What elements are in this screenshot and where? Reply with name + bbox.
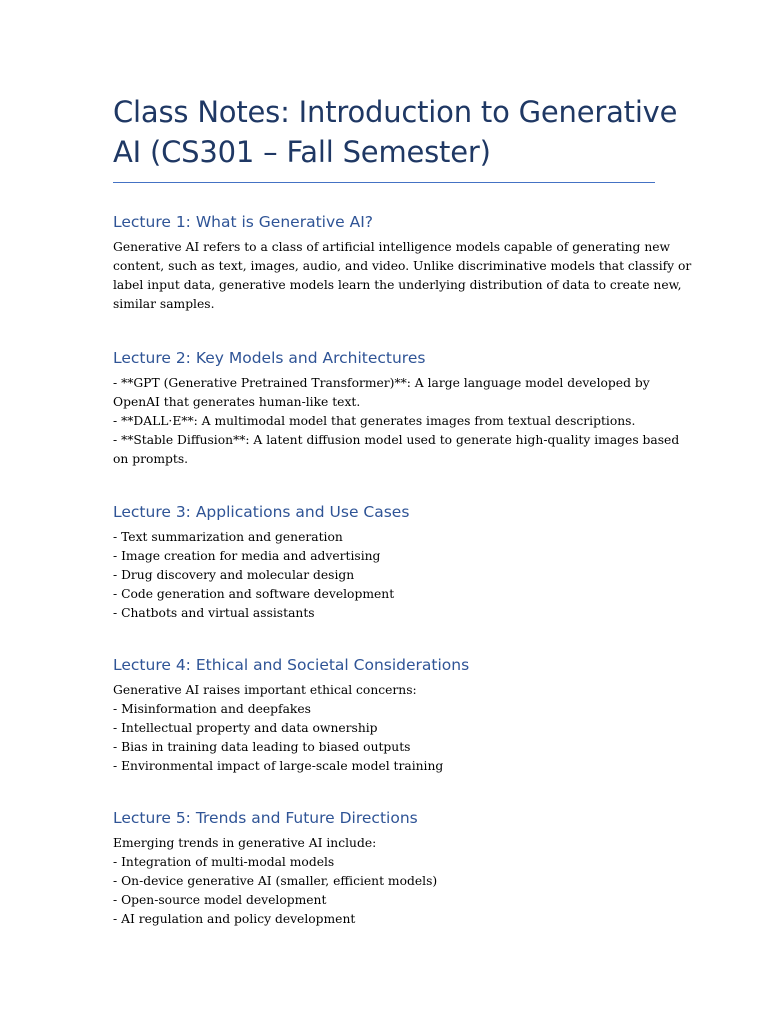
body-line: similar samples.: [113, 297, 215, 311]
list-item: - Chatbots and virtual assistants: [113, 606, 315, 620]
section-heading: Lecture 5: Trends and Future Directions: [113, 809, 418, 827]
section-lecture-3: [113, 501, 655, 623]
section-body: [113, 681, 655, 776]
body-line: on prompts.: [113, 452, 189, 466]
list-item: - Text summarization and generation: [113, 530, 343, 544]
list-item: - Code generation and software development: [113, 587, 395, 601]
body-line: Generative AI refers to a class of artificial intelligence models capable of generating new: [113, 240, 671, 254]
list-item: - Environmental impact of large-scale model training: [113, 759, 444, 773]
section-lecture-2: [113, 347, 680, 469]
list-item: - Integration of multi-modal models: [113, 855, 335, 869]
body-line: - **DALL·E**: A multimodal model that generates images from textual descriptions.: [113, 414, 636, 428]
body-line: content, such as text, images, audio, and video. Unlike discriminative models that classify or: [113, 259, 692, 273]
section-body: [113, 374, 680, 469]
section-heading: Lecture 4: Ethical and Societal Considerations: [113, 656, 470, 674]
document-page: [113, 92, 692, 929]
document-title-line: AI (CS301 – Fall Semester): [113, 135, 491, 169]
list-item: - Bias in training data leading to biased outputs: [113, 740, 411, 754]
list-item: - Misinformation and deepfakes: [113, 702, 311, 716]
section-lecture-4: [113, 654, 655, 776]
body-line: Emerging trends in generative AI include:: [113, 836, 377, 850]
section-body: [113, 238, 692, 314]
list-item: - AI regulation and policy development: [113, 912, 356, 926]
list-item: - Open-source model development: [113, 893, 327, 907]
document-title: [113, 92, 678, 183]
section-heading: Lecture 2: Key Models and Architectures: [113, 349, 426, 367]
body-line: Generative AI raises important ethical concerns:: [113, 683, 417, 697]
list-item: - Drug discovery and molecular design: [113, 568, 355, 582]
section-lecture-5: [113, 807, 655, 929]
body-line: - **Stable Diffusion**: A latent diffusion model used to generate high-quality images based: [113, 433, 680, 447]
list-item: - Intellectual property and data ownership: [113, 721, 378, 735]
section-heading: Lecture 1: What is Generative AI?: [113, 213, 373, 231]
body-line: - **GPT (Generative Pretrained Transformer)**: A large language model developed by: [113, 376, 650, 390]
document-title-line: Class Notes: Introduction to Generative: [113, 95, 678, 129]
section-lecture-1: [113, 211, 692, 314]
section-body: [113, 528, 655, 623]
body-line: label input data, generative models learn the underlying distribution of data to create new,: [113, 278, 682, 292]
section-body: [113, 834, 655, 929]
list-item: - Image creation for media and advertising: [113, 549, 381, 563]
body-line: OpenAI that generates human-like text.: [113, 395, 361, 409]
list-item: - On-device generative AI (smaller, efficient models): [113, 874, 438, 888]
section-heading: Lecture 3: Applications and Use Cases: [113, 503, 410, 521]
